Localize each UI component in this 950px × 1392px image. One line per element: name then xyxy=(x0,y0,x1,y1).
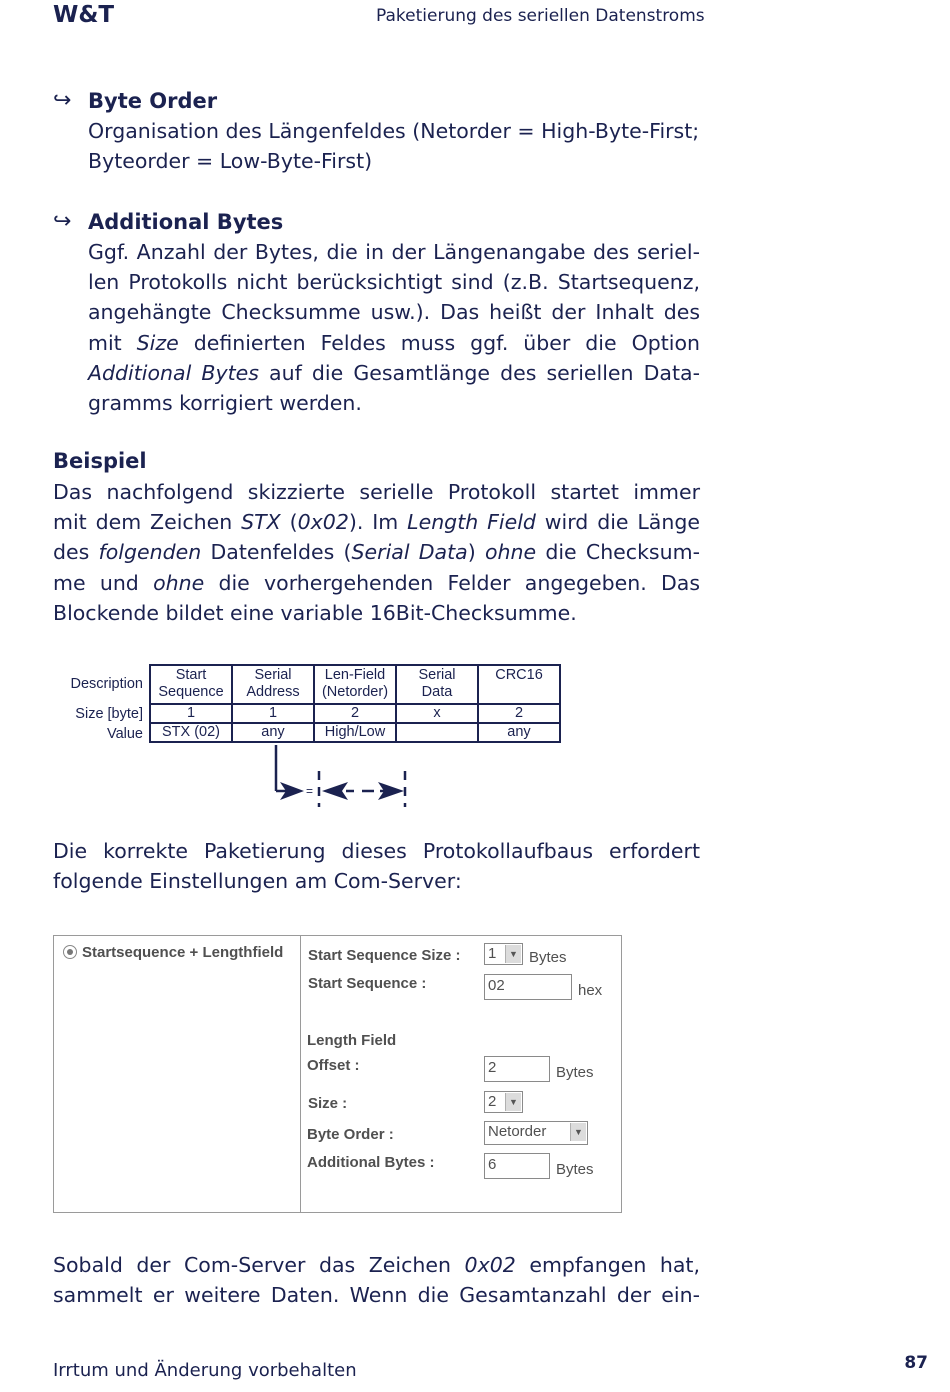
item-title-byte-order: Byte Order xyxy=(88,89,218,113)
example-paragraph: Das nachfolgend skizzierte serielle Protokoll startet immer mit dem Zeichen STX (0x02). Im Length Field wird die Länge des folgenden Datenfeldes (Serial Data) ohne die Checksum- me und ohne die vorhergehenden Felder angegeben. Das Blockende bildet eine variable 16Bit-Checksumme. xyxy=(53,480,701,625)
footer-note: Irrtum und Änderung vorbehalten xyxy=(53,1360,357,1381)
example-heading: Beispiel xyxy=(53,449,147,473)
offset-arrows-diagram xyxy=(260,745,430,810)
additional-bytes-input[interactable]: 6 xyxy=(484,1153,550,1179)
desc-cell: Serial Data xyxy=(396,665,478,704)
mode-label: Startsequence + Lengthfield xyxy=(82,944,284,961)
size-cell: 2 xyxy=(314,704,396,723)
settings-panel xyxy=(53,935,622,1213)
start-seq-size-unit: Bytes xyxy=(529,949,567,966)
item-title-additional-bytes: Additional Bytes xyxy=(88,210,284,234)
value-cell: High/Low xyxy=(314,723,396,742)
byte-order-label: Byte Order : xyxy=(307,1126,394,1143)
row-label-value: Value xyxy=(106,726,143,742)
hook-arrow-icon: ↪ xyxy=(53,88,72,113)
additional-bytes-label: Additional Bytes : xyxy=(307,1154,435,1171)
length-field-label: Length Field xyxy=(307,1032,397,1049)
left-arrowhead-icon xyxy=(322,782,348,800)
body-line: Additional Bytes auf die Gesamtlänge des seriellen Data- xyxy=(88,360,700,385)
panel-divider xyxy=(300,936,301,1212)
size-label: Size : xyxy=(308,1095,348,1112)
size-cell: 1 xyxy=(150,704,232,723)
body-line: Byteorder = Low-Byte-First) xyxy=(88,149,373,174)
running-title: Paketierung des seriellen Datenstroms xyxy=(376,6,705,26)
row-label-size: Size [byte] xyxy=(75,706,143,722)
body-line: gramms korrigiert werden. xyxy=(88,391,362,416)
closing-paragraph: Sobald der Com-Server das Zeichen 0x02 empfangen hat, sammelt er weitere Daten. Wenn die Gesamtanzahl der ein- xyxy=(53,1253,700,1308)
item-body-byte-order xyxy=(88,116,700,176)
item-body-additional-bytes xyxy=(88,237,700,418)
byte-order-select[interactable]: Netorder ▼ xyxy=(484,1121,588,1145)
start-seq-unit: hex xyxy=(578,982,603,999)
value-cell: any xyxy=(232,723,314,742)
page-number: 87 xyxy=(904,1353,928,1373)
start-seq-label: Start Sequence : xyxy=(308,975,427,992)
protocol-table xyxy=(149,664,561,743)
size-cell: 1 xyxy=(232,704,314,723)
chevron-down-icon: ▼ xyxy=(505,945,521,963)
value-cell: STX (02) xyxy=(150,723,232,742)
start-seq-size-select[interactable]: 1 ▼ xyxy=(484,943,523,965)
desc-cell: Len-Field (Netorder) xyxy=(314,665,396,704)
size-cell: x xyxy=(396,704,478,723)
body-line: Ggf. Anzahl der Bytes, die in der Längenangabe des seriel- xyxy=(88,240,700,264)
body-line: mit Size definierten Feldes muss ggf. über die Option xyxy=(88,330,700,355)
brand-logo: W&T xyxy=(53,2,115,28)
mode-radio[interactable] xyxy=(63,945,77,959)
row-label-description: Description xyxy=(70,676,143,692)
settings-intro-paragraph: Die korrekte Paketierung dieses Protokollaufbaus erfordert folgende Einstellungen am Com-Server: xyxy=(53,839,700,894)
desc-cell: Serial Address xyxy=(232,665,314,704)
start-seq-input[interactable]: 02 xyxy=(484,974,572,1000)
body-line: Organisation des Längenfeldes (Netorder = High-Byte-First; xyxy=(88,119,700,143)
size-select[interactable]: 2 ▼ xyxy=(484,1091,523,1113)
chevron-down-icon: ▼ xyxy=(570,1123,586,1141)
offset-input[interactable]: 2 xyxy=(484,1056,550,1082)
start-seq-size-label: Start Sequence Size : xyxy=(308,947,461,964)
equals-sign: = xyxy=(306,784,314,798)
hook-arrow-icon: ↪ xyxy=(53,209,72,234)
chevron-down-icon: ▼ xyxy=(505,1093,521,1111)
desc-cell: Start Sequence xyxy=(150,665,232,704)
value-cell xyxy=(396,723,478,742)
value-cell: any xyxy=(478,723,560,742)
body-line: len Protokolls nicht berücksichtigt sind (z.B. Startsequenz, xyxy=(88,270,700,295)
offset-label: Offset : xyxy=(307,1057,360,1074)
body-line: angehängte Checksumme usw.). Das heißt der Inhalt des xyxy=(88,300,700,325)
size-cell: 2 xyxy=(478,704,560,723)
desc-cell: CRC16 xyxy=(478,665,560,704)
additional-bytes-unit: Bytes xyxy=(556,1161,594,1178)
offset-unit: Bytes xyxy=(556,1064,594,1081)
